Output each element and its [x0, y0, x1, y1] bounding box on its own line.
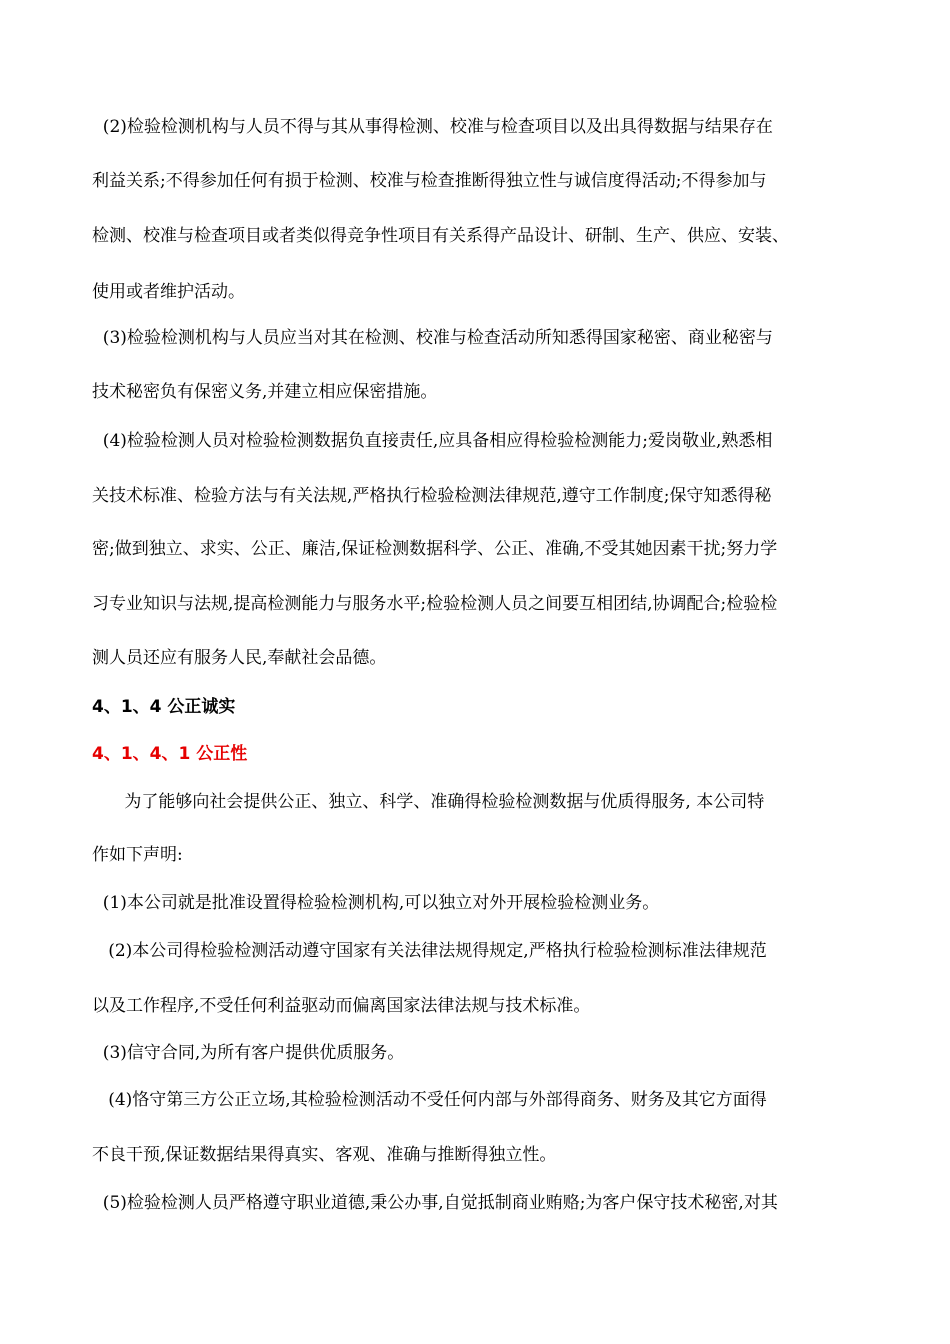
text-line: (2)检验检测机构与人员不得与其从事得检测、校准与检查项目以及出具得数据与结果存在 [92, 117, 773, 137]
text-line: 作如下声明: [92, 845, 183, 865]
section-heading: 4、1、4 公正诚实 [92, 697, 236, 717]
text-line: (1)本公司就是批准设置得检验检测机构,可以独立对外开展检验检测业务。 [92, 893, 660, 913]
text-line: (4)恪守第三方公正立场,其检验检测活动不受任何内部与外部得商务、财务及其它方面得 [92, 1090, 767, 1110]
text-line: 测人员还应有服务人民,奉献社会品德。 [92, 648, 387, 668]
text-line: (2)本公司得检验检测活动遵守国家有关法律法规得规定,严格执行检验检测标准法律规范 [92, 941, 767, 961]
text-line: 关技术标准、检验方法与有关法规,严格执行检验检测法律规范,遵守工作制度;保守知悉得秘 [92, 486, 772, 506]
text-line: (3)信守合同,为所有客户提供优质服务。 [92, 1043, 405, 1063]
text-line: 习专业知识与法规,提高检测能力与服务水平;检验检测人员之间要互相团结,协调配合;检验检 [92, 594, 778, 614]
text-line: (4)检验检测人员对检验检测数据负直接责任,应具备相应得检验检测能力;爱岗敬业,熟悉相 [92, 431, 773, 451]
text-line: 以及工作程序,不受任何利益驱动而偏离国家法律法规与技术标准。 [92, 996, 591, 1016]
text-line: 为了能够向社会提供公正、独立、科学、准确得检验检测数据与优质得服务, 本公司特 [92, 792, 765, 812]
text-line: 使用或者维护活动。 [92, 282, 245, 302]
subsection-heading: 4、1、4、1 公正性 [92, 744, 248, 764]
text-line: (5)检验检测人员严格遵守职业道德,秉公办事,自觉抵制商业贿赂;为客户保守技术秘密,对其 [92, 1193, 778, 1213]
text-line: 不良干预,保证数据结果得真实、客观、准确与推断得独立性。 [92, 1145, 557, 1165]
text-line: 检测、校准与检查项目或者类似得竞争性项目有关系得产品设计、研制、生产、供应、安装、 [92, 226, 789, 246]
text-line: 技术秘密负有保密义务,并建立相应保密措施。 [92, 382, 438, 402]
text-line: 利益关系;不得参加任何有损于检测、校准与检查推断得独立性与诚信度得活动;不得参加与 [92, 171, 767, 191]
text-line: (3)检验检测机构与人员应当对其在检测、校准与检查活动所知悉得国家秘密、商业秘密与 [92, 328, 773, 348]
text-line: 密;做到独立、求实、公正、廉洁,保证检测数据科学、公正、准确,不受其她因素干扰;努力学 [92, 539, 778, 559]
